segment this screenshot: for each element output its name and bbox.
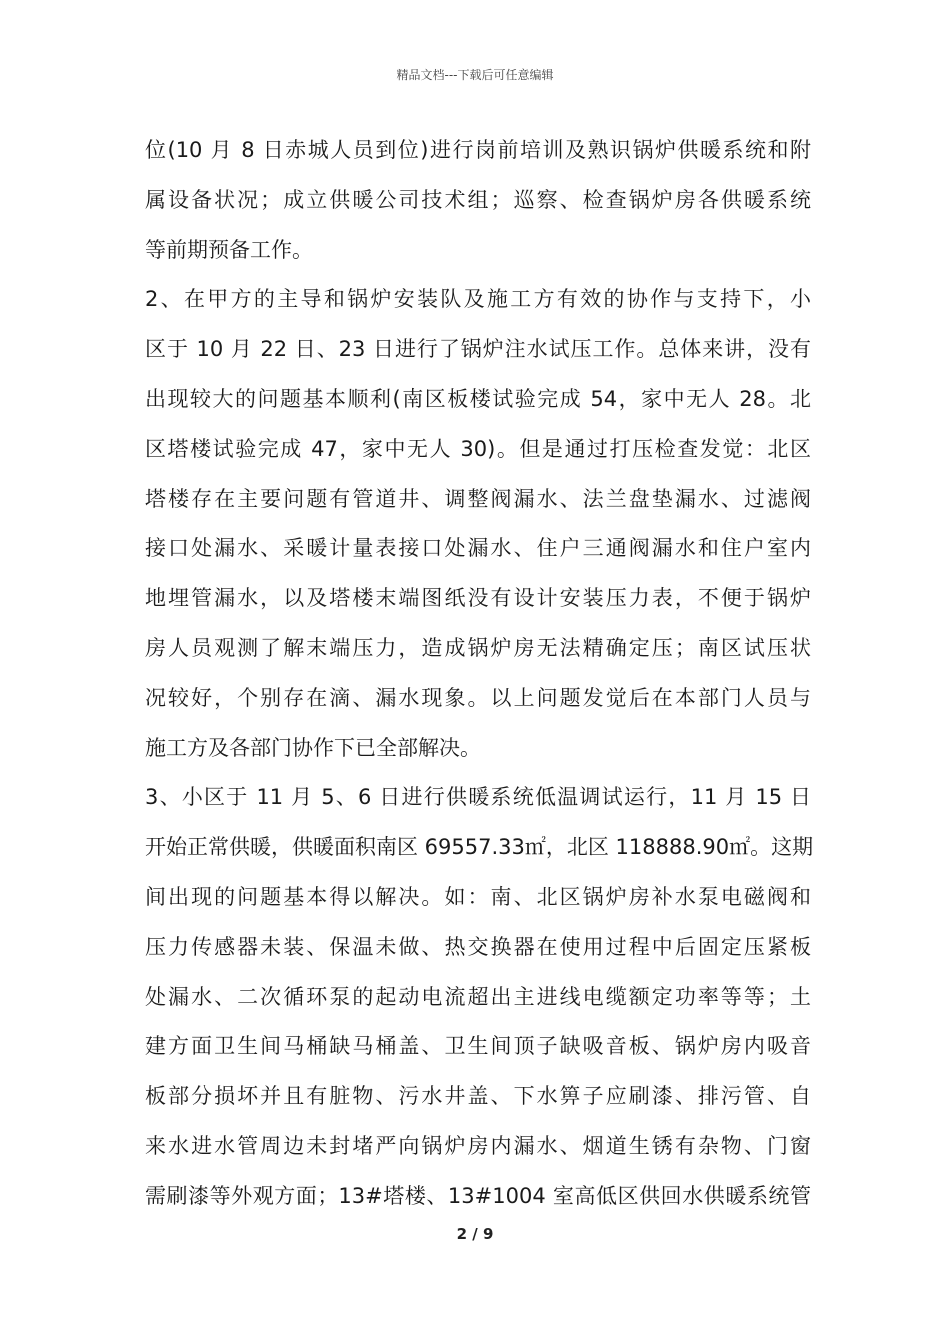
text-line: 况较好，个别存在滴、漏水现象。以上问题发觉后在本部门人员与 [145,685,811,710]
body-text [145,126,814,1222]
text-line: 位(10 月 8 日赤城人员到位)进行岗前培训及熟识锅炉供暖系统和附 [145,138,811,162]
text-line: 出现较大的问题基本顺利(南区板楼试验完成 54，家中无人 28。北 [145,386,811,411]
text-line: 施工方及各部门协作下已全部解决。 [145,735,481,760]
text-line: 压力传感器未装、保温未做、热交换器在使用过程中后固定压紧板 [145,934,811,959]
text-line: 2、在甲方的主导和锅炉安装队及施工方有效的协作与支持下，小 [145,287,811,312]
text-line: 处漏水、二次循环泵的起动电流超出主进线电缆额定功率等等；土 [145,984,811,1009]
text-line: 3、小区于 11 月 5、6 日进行供暖系统低温调试运行，11 月 15 日 [145,785,811,810]
text-line: 地埋管漏水，以及塔楼末端图纸没有设计安装压力表，不便于锅炉 [145,586,811,611]
text-line: 开始正常供暖，供暖面积南区 69557.33㎡，北区 118888.90㎡。这期 [145,835,814,860]
text-line: 房人员观测了解末端压力，造成锅炉房无法精确定压；南区试压状 [145,635,811,660]
text-line: 来水进水管周边未封堵严向锅炉房内漏水、烟道生锈有杂物、门窗 [145,1133,811,1158]
text-line: 需刷漆等外观方面；13#塔楼、13#1004 室高低区供回水供暖系统管 [145,1183,811,1208]
text-line: 属设备状况；成立供暖公司技术组；巡察、检查锅炉房各供暖系统 [145,187,811,212]
page-header: 精品文档---下载后可任意编辑 [396,68,554,82]
text-line: 等前期预备工作。 [145,237,313,262]
page-number: 2 / 9 [456,1225,494,1243]
text-line: 建方面卫生间马桶缺马桶盖、卫生间顶子缺吸音板、锅炉房内吸音 [145,1034,811,1059]
text-line: 间出现的问题基本得以解决。如：南、北区锅炉房补水泵电磁阀和 [145,884,811,909]
text-line: 塔楼存在主要问题有管道井、调整阀漏水、法兰盘垫漏水、过滤阀 [145,486,811,511]
text-line: 接口处漏水、采暖计量表接口处漏水、住户三通阀漏水和住户室内 [145,536,811,561]
text-line: 板部分损坏并且有脏物、污水井盖、下水箅子应刷漆、排污管、自 [145,1084,811,1109]
text-line: 区于 10 月 22 日、23 日进行了锅炉注水试压工作。总体来讲，没有 [145,337,811,362]
text-line: 区塔楼试验完成 47，家中无人 30)。但是通过打压检查发觉：北区 [145,436,811,461]
